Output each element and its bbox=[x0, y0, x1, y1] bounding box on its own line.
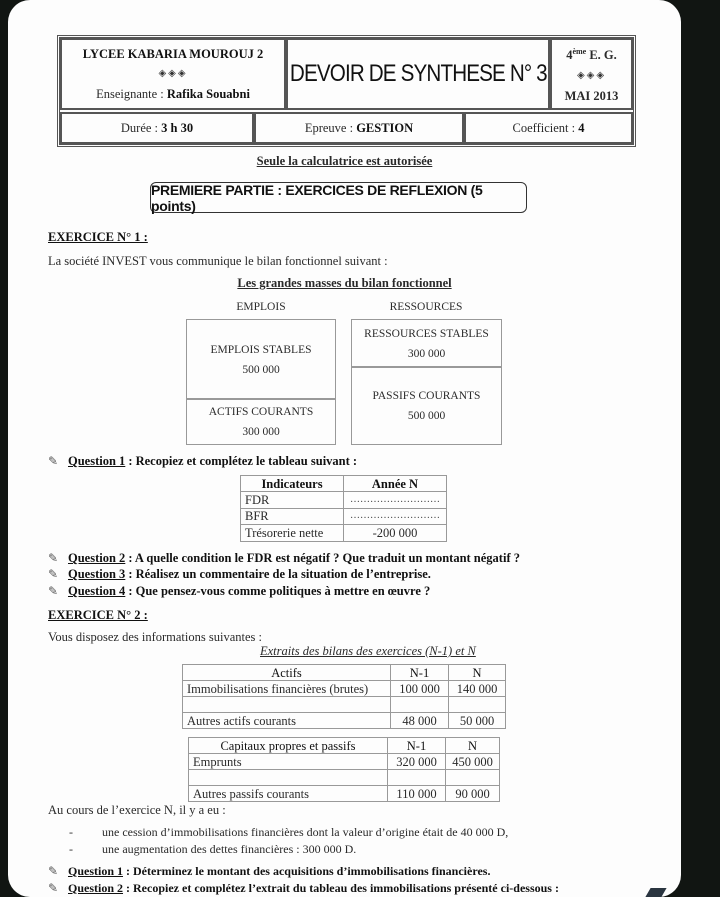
class-level bbox=[566, 42, 617, 65]
question-text: : Que pensez-vous comme politiques à mettre en œuvre ? bbox=[128, 584, 431, 598]
exam-title: DEVOIR DE SYNTHESE N° 3 bbox=[289, 60, 547, 87]
exercise-1-title: EXERCICE N° 1 : bbox=[48, 230, 148, 244]
column-header: Indicateurs bbox=[241, 476, 344, 492]
during-year-text: Au cours de l’exercice N, il y a eu : bbox=[48, 803, 226, 817]
value-n: 50 000 bbox=[449, 713, 506, 729]
bullet-item bbox=[69, 842, 356, 857]
ex1-question-1 bbox=[48, 454, 357, 469]
subject-label: Epreuve : bbox=[304, 120, 357, 135]
table-row bbox=[241, 508, 447, 525]
bilan-title: Les grandes masses du bilan fonctionnel bbox=[237, 276, 452, 290]
coefficient-cell bbox=[464, 112, 633, 144]
table-row bbox=[241, 525, 447, 542]
question-label: Question 1 bbox=[68, 864, 124, 878]
calculator-note: Seule la calculatrice est autorisée bbox=[256, 154, 433, 168]
subject-cell bbox=[254, 112, 464, 144]
level-number: 4 bbox=[566, 48, 573, 63]
teacher-label: Enseignante : bbox=[96, 87, 167, 101]
emplois-stables-label: EMPLOIS STABLES bbox=[210, 343, 312, 356]
table-row bbox=[189, 786, 500, 802]
ex1-question-2 bbox=[48, 551, 520, 566]
value-n-1: 48 000 bbox=[391, 713, 449, 729]
question-label: Question 1 bbox=[68, 454, 126, 468]
passifs-courants-value: 500 000 bbox=[407, 409, 446, 422]
exercise-2-intro: Vous disposez des informations suivantes : bbox=[48, 630, 262, 644]
ressources-header: RESSOURCES bbox=[389, 301, 463, 313]
value-n-1: 110 000 bbox=[388, 786, 446, 802]
actifs-courants-box bbox=[186, 398, 336, 445]
question-text: : Recopiez et complétez le tableau suivant : bbox=[128, 454, 358, 468]
teacher-name: Rafika Souabni bbox=[166, 87, 250, 101]
row-label: Immobilisations financières (brutes) bbox=[183, 681, 391, 697]
dash-icon: - bbox=[69, 842, 73, 856]
level-cell bbox=[550, 38, 633, 110]
ressources-stables-label: RESSOURCES STABLES bbox=[364, 327, 489, 340]
diamond-ornament-icon: ◈◈◈ bbox=[158, 68, 188, 79]
value-n bbox=[449, 697, 506, 713]
column-header: Actifs bbox=[183, 665, 391, 681]
value-n: 450 000 bbox=[446, 754, 500, 770]
title-cell bbox=[286, 38, 550, 110]
passifs-courants-label: PASSIFS COURANTS bbox=[372, 389, 481, 402]
question-label: Question 2 bbox=[68, 881, 124, 895]
question-text: : Réalisez un commentaire de la situation de l’entreprise. bbox=[128, 567, 431, 581]
column-header: N bbox=[446, 738, 500, 754]
pencil-icon: ✎ bbox=[48, 551, 59, 565]
table-row bbox=[241, 492, 447, 509]
dash-icon: - bbox=[69, 825, 73, 839]
pencil-icon: ✎ bbox=[48, 454, 59, 468]
question-text: : A quelle condition le FDR est négatif ? Que traduit un montant négatif ? bbox=[128, 551, 520, 565]
part-title: PREMIERE PARTIE : EXERCICES DE REFLEXION (5 points) bbox=[150, 182, 527, 213]
bullet-item bbox=[69, 825, 508, 840]
pencil-icon: ✎ bbox=[48, 881, 59, 895]
exercise-1-intro: La société INVEST vous communique le bilan fonctionnel suivant : bbox=[48, 254, 388, 268]
ex1-question-4 bbox=[48, 584, 430, 599]
ex2-question-2 bbox=[48, 881, 559, 896]
duration-label: Durée : bbox=[120, 120, 162, 135]
column-header: N-1 bbox=[391, 665, 449, 681]
value-n: 140 000 bbox=[449, 681, 506, 697]
table-header-row bbox=[183, 665, 506, 681]
row-label: Emprunts bbox=[189, 754, 388, 770]
pencil-icon: ✎ bbox=[48, 864, 59, 878]
pencil-icon: ✎ bbox=[48, 567, 59, 581]
indicator-blank: ……………………… bbox=[344, 508, 447, 525]
exam-date: MAI 2013 bbox=[564, 88, 619, 103]
row-label bbox=[183, 697, 391, 713]
diamond-ornament-icon: ◈◈◈ bbox=[576, 69, 607, 81]
exercise-2-title: EXERCICE N° 2 : bbox=[48, 608, 148, 622]
exam-header bbox=[57, 35, 636, 147]
question-label: Question 2 bbox=[68, 551, 126, 565]
bullet-text: une augmentation des dettes financières : 300 000 D. bbox=[102, 842, 357, 856]
row-label bbox=[189, 770, 388, 786]
indicator-label: BFR bbox=[241, 508, 344, 525]
question-label: Question 3 bbox=[68, 567, 126, 581]
question-label: Question 4 bbox=[68, 584, 126, 598]
table-header-row bbox=[241, 476, 447, 492]
question-text: : Recopiez et complétez l’extrait du tableau des immobilisations présenté ci-dessous : bbox=[126, 881, 559, 895]
actifs-table bbox=[182, 664, 506, 729]
emplois-stables-box bbox=[186, 319, 336, 400]
indicators-table bbox=[240, 475, 447, 542]
indicator-blank: ……………………… bbox=[344, 492, 447, 509]
value-n-1: 100 000 bbox=[391, 681, 449, 697]
table-header-row bbox=[189, 738, 500, 754]
ressources-stables-box bbox=[351, 319, 502, 368]
extract-title: Extraits des bilans des exercices (N-1) et N bbox=[260, 644, 476, 658]
duration-value: 3 h 30 bbox=[161, 120, 194, 135]
indicator-value: -200 000 bbox=[344, 525, 447, 542]
school-cell bbox=[60, 38, 286, 110]
document-page bbox=[8, 0, 681, 897]
question-text: : Déterminez le montant des acquisitions d’immobilisations financières. bbox=[126, 864, 491, 878]
value-n bbox=[446, 770, 500, 786]
level-section: E. G. bbox=[586, 48, 617, 63]
column-header: N-1 bbox=[388, 738, 446, 754]
column-header: Capitaux propres et passifs bbox=[189, 738, 388, 754]
coefficient-value: 4 bbox=[578, 120, 585, 135]
duration-cell bbox=[60, 112, 254, 144]
passifs-table bbox=[188, 737, 500, 802]
coefficient-label: Coefficient : bbox=[512, 120, 579, 135]
ex1-question-3 bbox=[48, 567, 431, 582]
pencil-icon: ✎ bbox=[48, 584, 59, 598]
subject-value: GESTION bbox=[356, 120, 414, 135]
column-header: Année N bbox=[344, 476, 447, 492]
value-n-1: 320 000 bbox=[388, 754, 446, 770]
level-superscript: ème bbox=[572, 47, 587, 57]
value-n-1 bbox=[388, 770, 446, 786]
table-row bbox=[183, 713, 506, 729]
passifs-courants-box bbox=[351, 366, 502, 445]
indicator-label: FDR bbox=[241, 492, 344, 509]
actifs-courants-label: ACTIFS COURANTS bbox=[208, 405, 314, 418]
teacher-line bbox=[96, 84, 250, 104]
row-label: Autres passifs courants bbox=[189, 786, 388, 802]
bullet-text: une cession d’immobilisations financières dont la valeur d’origine était de 40 000 D, bbox=[102, 825, 509, 839]
value-n: 90 000 bbox=[446, 786, 500, 802]
table-row bbox=[189, 770, 500, 786]
ressources-stables-value: 300 000 bbox=[407, 347, 446, 360]
value-n-1 bbox=[391, 697, 449, 713]
table-row bbox=[183, 681, 506, 697]
emplois-header: EMPLOIS bbox=[236, 301, 286, 313]
column-header: N bbox=[449, 665, 506, 681]
indicator-label: Trésorerie nette bbox=[241, 525, 344, 542]
ex2-question-1 bbox=[48, 864, 490, 879]
emplois-stables-value: 500 000 bbox=[242, 363, 280, 376]
table-row bbox=[189, 754, 500, 770]
school-name: LYCEE KABARIA MOUROUJ 2 bbox=[82, 47, 264, 61]
table-row bbox=[183, 697, 506, 713]
row-label: Autres actifs courants bbox=[183, 713, 391, 729]
actifs-courants-value: 300 000 bbox=[242, 425, 280, 438]
